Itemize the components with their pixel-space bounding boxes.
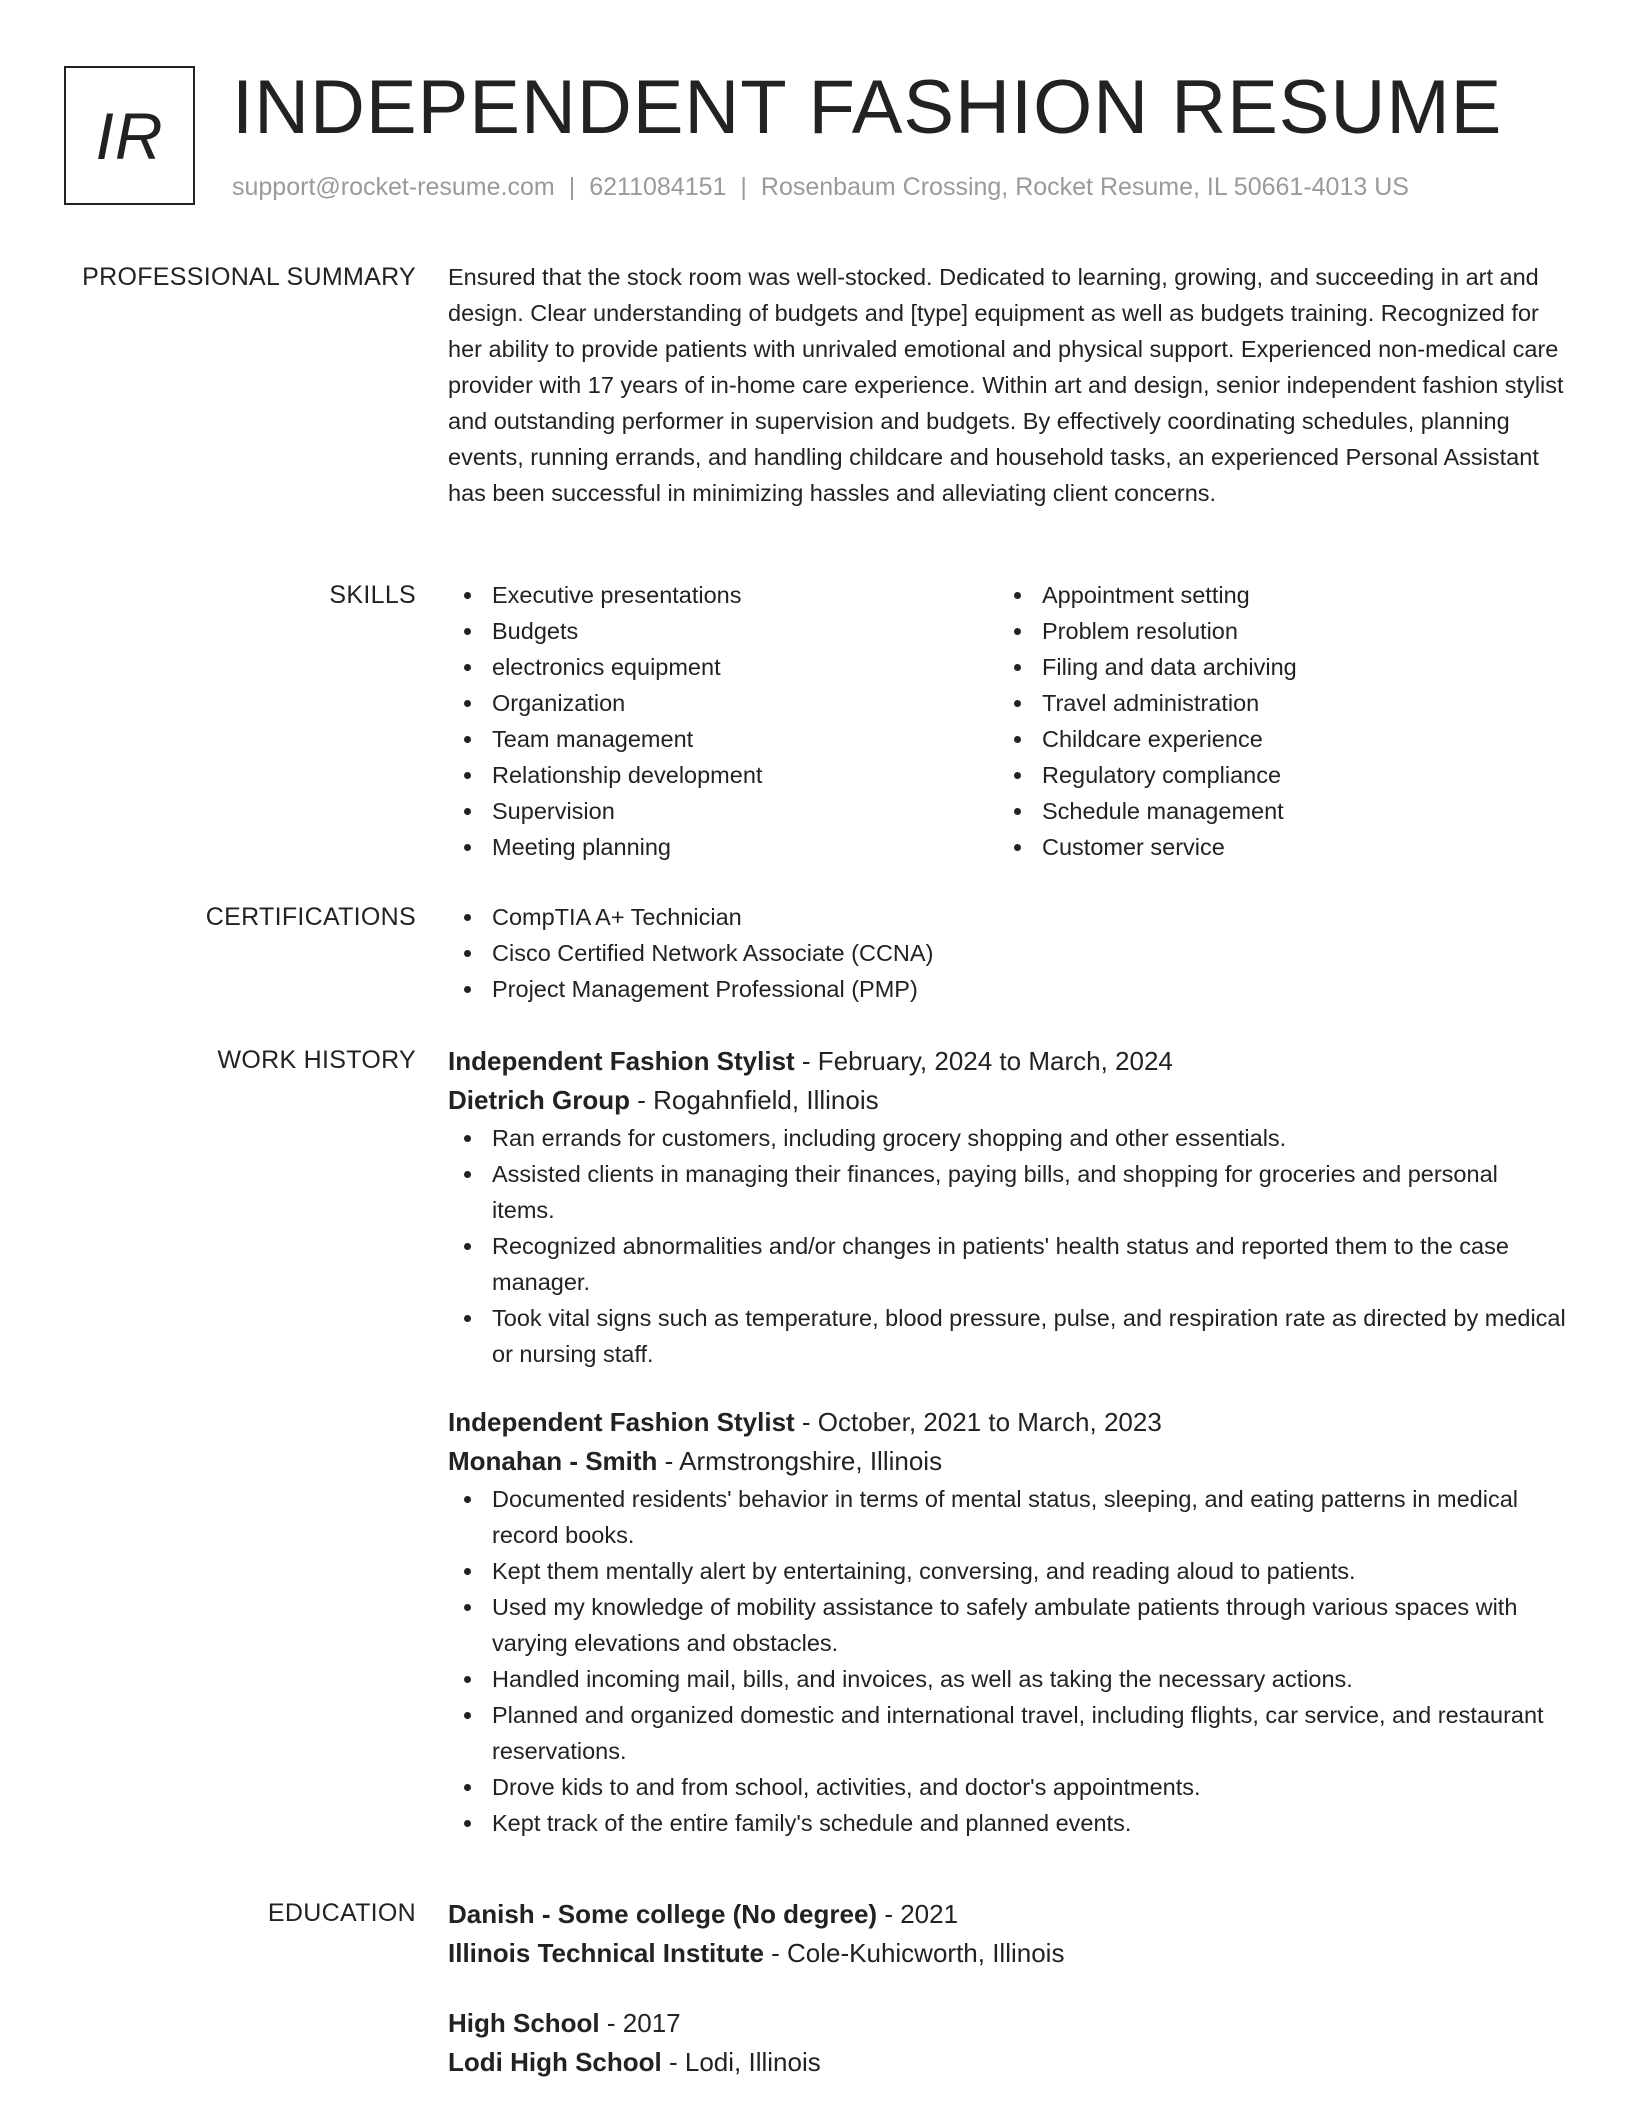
job-duty: Kept track of the entire family's schedule and planned events.: [448, 1805, 1566, 1841]
monogram-logo: IR: [64, 66, 195, 205]
job-entry: [448, 1403, 1566, 1841]
job-entry: [448, 1042, 1566, 1372]
job-dates: - October, 2021 to March, 2023: [794, 1407, 1162, 1437]
skill-item: Customer service: [998, 829, 1548, 865]
contact-address: Rosenbaum Crossing, Rocket Resume, IL 50661-4013 US: [760, 173, 1409, 201]
job-title: Independent Fashion Stylist: [448, 1407, 795, 1437]
skill-item: electronics equipment: [448, 649, 998, 685]
education-school-line: [448, 1934, 1566, 1973]
education-school: Illinois Technical Institute: [448, 1938, 764, 1968]
skill-item: Appointment setting: [998, 577, 1548, 613]
skill-item: Relationship development: [448, 757, 998, 793]
education-school-line: [448, 2043, 1566, 2082]
job-duty: Kept them mentally alert by entertaining, conversing, and reading aloud to patients.: [448, 1553, 1566, 1589]
skill-item: Budgets: [448, 613, 998, 649]
education-label: EDUCATION: [267, 1899, 416, 1927]
education-location: - Cole-Kuhicworth, Illinois: [763, 1938, 1065, 1968]
job-title-line: [448, 1042, 1566, 1081]
skill-item: Childcare experience: [998, 721, 1548, 757]
job-title-line: [448, 1403, 1566, 1442]
summary-label: PROFESSIONAL SUMMARY: [82, 263, 416, 291]
skill-item: Regulatory compliance: [998, 757, 1548, 793]
resume-header: [64, 66, 1568, 211]
skills-list-right: [998, 577, 1548, 865]
education-year: - 2021: [877, 1899, 959, 1929]
job-duty: Ran errands for customers, including grocery shopping and other essentials.: [448, 1120, 1566, 1156]
job-duty: Recognized abnormalities and/or changes in patients' health status and reported them to the case manager.: [448, 1228, 1566, 1300]
job-company: Dietrich Group: [448, 1085, 631, 1115]
skill-item: Meeting planning: [448, 829, 998, 865]
skill-item: Travel administration: [998, 685, 1548, 721]
certifications-label: CERTIFICATIONS: [205, 903, 416, 931]
job-duty: Planned and organized domestic and international travel, including flights, car service, and restaurant reservations.: [448, 1697, 1566, 1769]
education-degree: Danish - Some college (No degree): [448, 1899, 878, 1929]
education-degree-line: [448, 1895, 1566, 1934]
resume-name: INDEPENDENT FASHION RESUME: [232, 65, 1503, 150]
skill-item: Team management: [448, 721, 998, 757]
education-year: - 2017: [599, 2008, 681, 2038]
skill-item: Schedule management: [998, 793, 1548, 829]
job-duty: Handled incoming mail, bills, and invoices, as well as taking the necessary actions.: [448, 1661, 1566, 1697]
summary-text: Ensured that the stock room was well-stocked. Dedicated to learning, growing, and succeeding in art and design. Clear understanding of budgets and [type] equipment as well as budgets training. Recognized for her ability to provide patients with unrivaled emotional and physical support. Experienced non-medical care provider with 17 years of in-home care experience. Within art and design, senior independent fashion stylist and outstanding performer in supervision and budgets. By effectively coordinating schedules, planning events, running errands, and handling childcare and household tasks, an experienced Personal Assistant has been successful in minimizing hassles and alleviating client concerns.: [448, 264, 1564, 506]
job-duty: Drove kids to and from school, activities, and doctor's appointments.: [448, 1769, 1566, 1805]
job-company-line: [448, 1081, 1566, 1120]
job-duties: [448, 1120, 1566, 1372]
job-location: - Armstrongshire, Illinois: [657, 1446, 943, 1476]
skill-item: Organization: [448, 685, 998, 721]
skill-item: Supervision: [448, 793, 998, 829]
education-entry: [448, 2004, 1566, 2082]
education-degree-line: [448, 2004, 1566, 2043]
education-entry: [448, 1895, 1566, 1973]
job-location: - Rogahnfield, Illinois: [630, 1085, 879, 1115]
job-dates: - February, 2024 to March, 2024: [794, 1046, 1173, 1076]
certification-item: Project Management Professional (PMP): [448, 971, 1566, 1007]
job-company: Monahan - Smith: [448, 1446, 658, 1476]
job-duties: [448, 1481, 1566, 1841]
skills-list-left: [448, 577, 998, 865]
education-degree: High School: [448, 2008, 600, 2038]
skill-item: Filing and data archiving: [998, 649, 1548, 685]
skills-label: SKILLS: [329, 581, 416, 609]
job-duty: Took vital signs such as temperature, blood pressure, pulse, and respiration rate as directed by medical or nursing staff.: [448, 1300, 1566, 1372]
education-location: - Lodi, Illinois: [661, 2047, 821, 2077]
contact-email: support@rocket-resume.com: [232, 173, 555, 201]
skill-item: Problem resolution: [998, 613, 1548, 649]
contact-separator: |: [568, 173, 576, 201]
education-school: Lodi High School: [448, 2047, 662, 2077]
work-history-label: WORK HISTORY: [217, 1046, 416, 1074]
job-title: Independent Fashion Stylist: [448, 1046, 795, 1076]
contact-line: [232, 173, 1409, 202]
contact-phone: 6211084151: [589, 173, 727, 201]
job-duty: Used my knowledge of mobility assistance to safely ambulate patients through various spaces with varying elevations and obstacles.: [448, 1589, 1566, 1661]
job-duty: Documented residents' behavior in terms of mental status, sleeping, and eating patterns in medical record books.: [448, 1481, 1566, 1553]
job-duty: Assisted clients in managing their finances, paying bills, and shopping for groceries and personal items.: [448, 1156, 1566, 1228]
certification-item: Cisco Certified Network Associate (CCNA): [448, 935, 1566, 971]
job-company-line: [448, 1442, 1566, 1481]
certifications-list: [448, 899, 1566, 1007]
certification-item: CompTIA A+ Technician: [448, 899, 1566, 935]
skill-item: Executive presentations: [448, 577, 998, 613]
contact-separator: |: [740, 173, 747, 201]
